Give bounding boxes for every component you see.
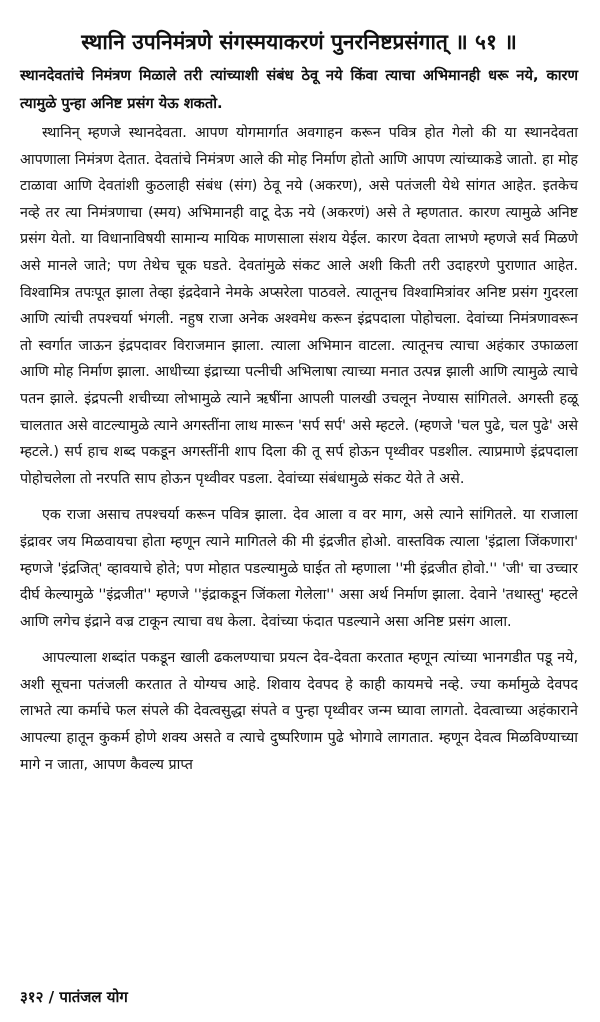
sutra-heading: स्थानि उपनिमंत्रणे संगस्मयाकरणं पुनरनिष्टप्रसंगात् ॥ ५१ ॥: [81, 30, 517, 54]
commentary-paragraph-1: स्थानिन् म्हणजे स्थानदेवता. आपण योगमार्गात अवगाहन करून पवित्र होत गेलो की या स्थानदेवता आपणाला निमंत्रण देतात. देवतांचे निमंत्रण आले की मोह निर्माण होतो आणि आपण त्यांच्याकडे जातो. हा मोह टाळावा आणि देवतांशी कुठलाही संबंध (संग) ठेवू नये (अकरण), असे पतंजली येथे सांगत आहेत. इतकेच नव्हे तर त्या निमंत्रणाचा (स्मय) अभिमानही वाटू देऊ नये (अकरणं) असे ते म्हणतात. कारण त्यामुळे अनिष्ट प्रसंग येतो. या विधानाविषयी सामान्य मायिक माणसाला संशय येईल. कारण देवता लाभणे म्हणजे सर्व मिळणे असे मानले जाते; पण तेथेच चूक घडते. देवतांमुळे संकट आले अशी किती तरी उदाहरणे पुराणात आहेत. विश्वामित्र तपःपूत झाला तेव्हा इंद्रदेवाने नेमके अप्सरेला पाठवले. त्यातूनच विश्वामित्रांवर अनिष्ट प्रसंग गुदरला आणि त्यांची तपश्चर्या भंगली. नहुष राजा अनेक अश्वमेध करून इंद्रपदाला पोहोचला. देवांच्या निमंत्रणावरून तो स्वर्गात जाऊन इंद्रपदावर विराजमान झाला. त्याला अभिमान वाटला. त्यातूनच त्याचा अहंकार उफाळला आणि मोह निर्माण झाला. आधीच्या इंद्राच्या पत्नीची अभिलाषा त्याच्या मनात उत्पन्न झाली आणि त्यामुळे त्याचे पतन झाले. इंद्रपत्नी शचीच्या लोभामुळे त्याने ऋषींना आपली पालखी उचलून नेण्यास सांगितले. अगस्ती हळू चालतात असे वाटल्यामुळे त्याने अगस्तींना लाथ मारून 'सर्प सर्प' असे म्हटले. (म्हणजे 'चल पुढे, चल पुढे' असे म्हटले.) सर्प हाच शब्द पकडून अगस्तींनी शाप दिला की तू सर्प होऊन पृथ्वीवर पडशील. त्याप्रमाणे इंद्रपदाला पोहोचलेला तो नरपति साप होऊन पृथ्वीवर पडला. देवांच्या संबंधामुळे संकट येते ते असे.: [20, 125, 578, 487]
sutra-meaning: स्थानदेवतांचे निमंत्रण मिळाले तरी त्यांच्याशी संबंध ठेवू नये किंवा त्याचा अभिमानही धरू नये, कारण त्यामुळे पुन्हा अनिष्ट प्रसंग येऊ शकतो.: [20, 67, 578, 112]
page-footer: ३१२ / पातंजल योग: [20, 988, 128, 1006]
commentary-paragraph-2: एक राजा असाच तपश्चर्या करून पवित्र झाला. देव आला व वर माग, असे त्याने सांगितले. या राजाला इंद्रावर जय मिळवायचा होता म्हणून त्याने मागितले की मी इंद्रजीत होओ. वास्तविक त्याला 'इंद्राला जिंकणारा' म्हणजे 'इंद्रजित्' व्हावयाचे होते; पण मोहात पडल्यामुळे घाईत तो म्हणाला ''मी इंद्रजीत होवो.'' 'जी' चा उच्चार दीर्घ केल्यामुळे ''इंद्रजीत'' म्हणजे ''इंद्राकडून जिंकला गेलेला'' असा अर्थ निर्माण झाला. देवाने 'तथास्तु' म्हटले आणि लगेच इंद्राने वज्र टाकून त्याचा वध केला. देवांच्या फंदात पडल्याने असा अनिष्ट प्रसंग आला.: [20, 507, 578, 630]
commentary-paragraph-3: आपल्याला शब्दांत पकडून खाली ढकलण्याचा प्रयत्न देव-देवता करतात म्हणून त्यांच्या भानगडीत पडू नये, अशी सूचना पतंजली करतात ते योग्यच आहे. शिवाय देवपद हे काही कायमचे नव्हे. ज्या कर्मामुळे देवपद लाभते त्या कर्माचे फल संपले की देवत्वसुद्धा संपते व पुन्हा पृथ्वीवर जन्म घ्यावा लागतो. देवत्वाच्या अहंकाराने आपल्या हातून कुकर्म होणे शक्य असते व त्याचे दुष्परिणाम पुढे भोगावे लागतात. म्हणून देवत्व मिळविण्याच्या मागे न जाता, आपण कैवल्य प्राप्त: [20, 650, 578, 773]
